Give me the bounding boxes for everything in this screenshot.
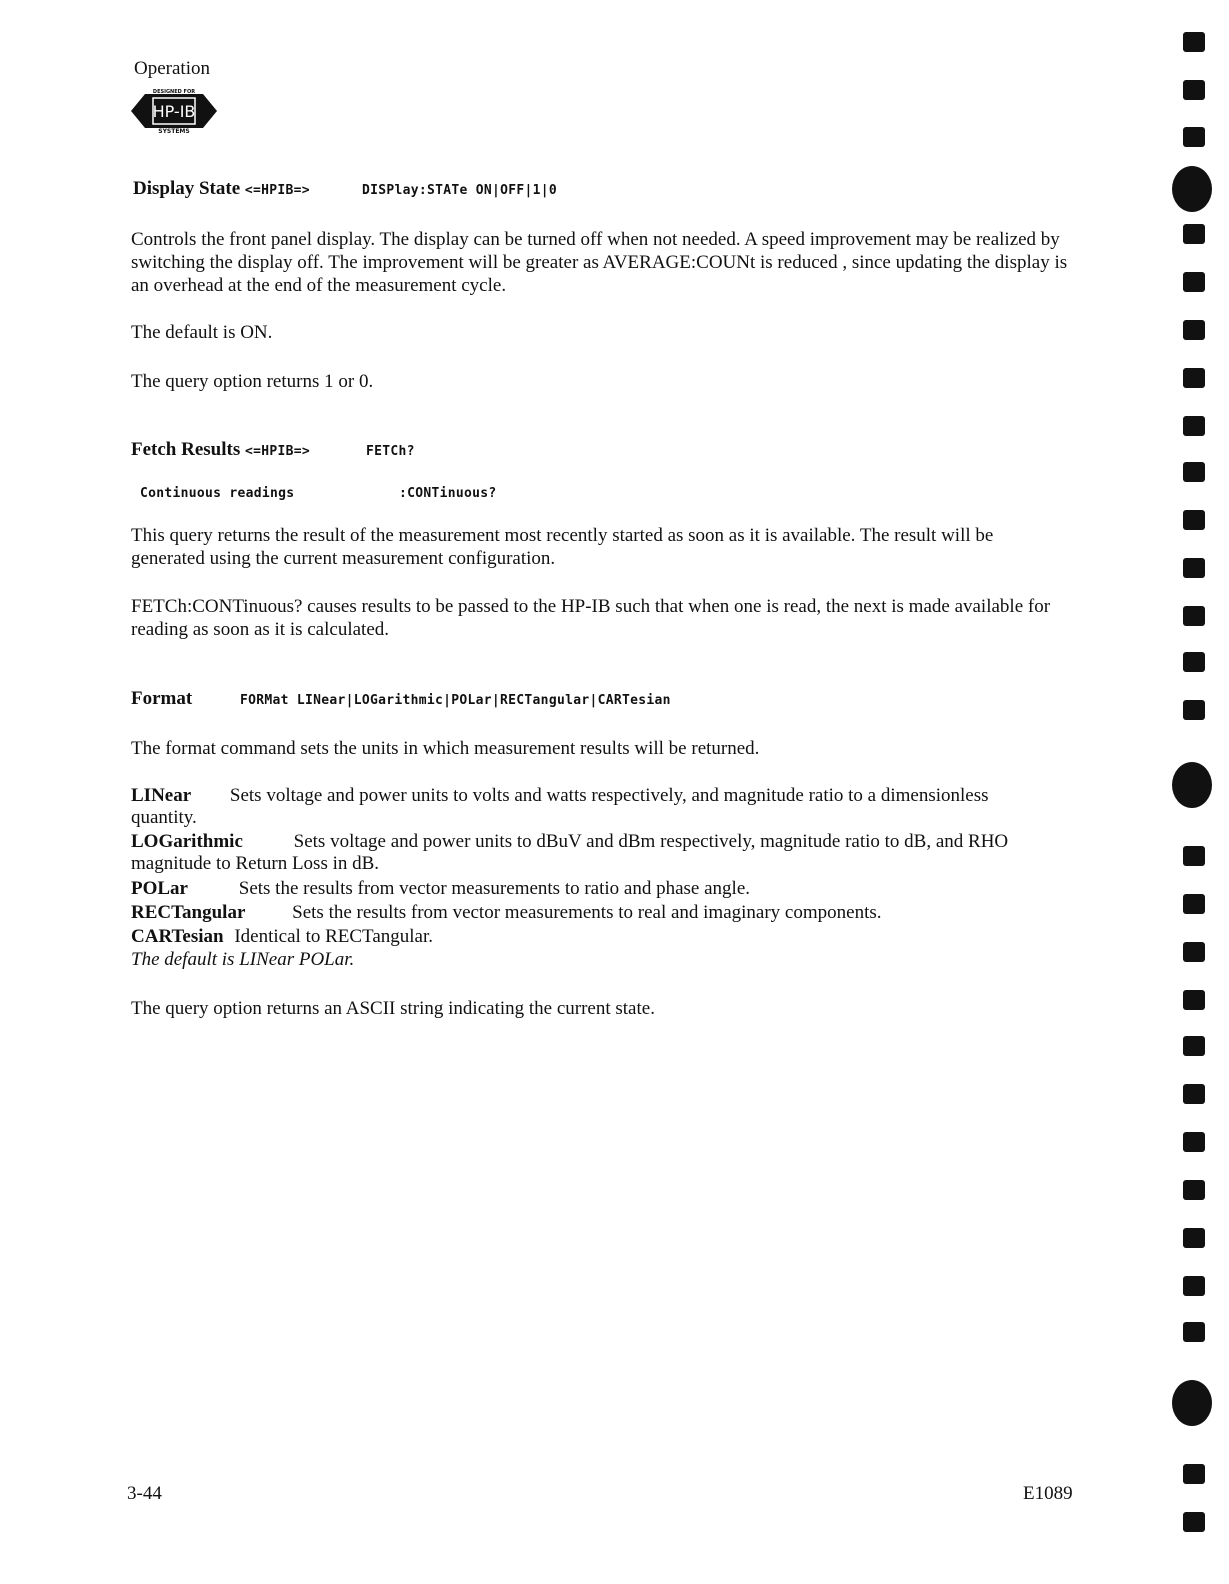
binding-hole <box>1183 1464 1205 1484</box>
option-rectangular-term: RECTangular <box>131 902 246 923</box>
binding-hole <box>1183 510 1205 530</box>
fetch-results-title: Fetch Results <box>131 439 241 460</box>
binding-hole <box>1183 368 1205 388</box>
fetch-results-hpib-tag: <=HPIB=> <box>244 444 310 459</box>
binding-hole <box>1183 1084 1205 1104</box>
display-state-hpib-tag: <=HPIB=> <box>244 183 310 198</box>
binding-hole <box>1183 942 1205 962</box>
binding-hole <box>1183 558 1205 578</box>
logo-bottom-text: SYSTEMS <box>158 128 190 134</box>
option-linear-cont: quantity. <box>131 807 197 828</box>
fetch-continuous-description: FETCh:CONTinuous? causes results to be passed to the HP-IB such that when one is read, the next is made available for reading as soon as it is calculated. <box>131 596 1051 640</box>
binding-hole <box>1183 32 1205 52</box>
fetch-results-heading <box>131 439 310 461</box>
format-heading: Format <box>131 688 193 709</box>
option-linear-term: LINear <box>131 785 192 806</box>
binding-hole <box>1183 1180 1205 1200</box>
format-command: FORMat LINear|LOGarithmic|POLar|RECTangular|CARTesian <box>240 693 671 708</box>
binding-hole <box>1183 80 1205 100</box>
binding-hole <box>1183 606 1205 626</box>
display-state-title: Display State <box>133 178 241 199</box>
binding-hole <box>1183 1036 1205 1056</box>
logo-main-text: HP-IB <box>152 102 196 121</box>
option-logarithmic-cont: magnitude to Return Loss in dB. <box>131 853 380 874</box>
binding-hole <box>1183 272 1205 292</box>
section-title: Operation <box>134 58 210 79</box>
fetch-results-command: FETCh? <box>366 444 415 459</box>
binding-hole <box>1183 990 1205 1010</box>
binding-hole <box>1183 462 1205 482</box>
format-intro: The format command sets the units in which measurement results will be returned. <box>131 738 760 759</box>
binding-hole <box>1183 1132 1205 1152</box>
document-id: E1089 <box>1023 1483 1073 1504</box>
display-state-heading <box>133 178 310 200</box>
binding-hole <box>1183 652 1205 672</box>
binding-hole-large <box>1172 762 1212 808</box>
binding-hole <box>1183 127 1205 147</box>
binding-hole <box>1183 320 1205 340</box>
option-logarithmic-term: LOGarithmic <box>131 831 243 852</box>
option-polar-term: POLar <box>131 878 188 899</box>
binding-hole <box>1183 846 1205 866</box>
option-cartesian <box>131 925 433 948</box>
option-linear <box>131 784 989 807</box>
binding-hole <box>1183 1228 1205 1248</box>
binding-hole-large <box>1172 1380 1212 1426</box>
display-state-query: The query option returns 1 or 0. <box>131 371 374 392</box>
binding-hole-large <box>1172 166 1212 212</box>
option-rectangular-desc: Sets the results from vector measurements to real and imaginary components. <box>292 902 882 923</box>
option-rectangular <box>131 901 882 924</box>
continuous-readings-label: Continuous readings <box>140 486 295 501</box>
option-logarithmic <box>131 830 1008 853</box>
binding-hole <box>1183 1276 1205 1296</box>
display-state-command: DISPlay:STATe ON|OFF|1|0 <box>362 183 558 198</box>
binding-hole <box>1183 700 1205 720</box>
display-state-description: Controls the front panel display. The display can be turned off when not needed. A speed improvement may be realized by switching the display off. The improvement will be greater as AVERAGE:COUNt is reduced , since updating the display is an overhead at the end of the measurement cycle. <box>131 229 1068 296</box>
option-cartesian-desc: Identical to RECTangular. <box>234 926 434 947</box>
page-number: 3-44 <box>127 1483 162 1504</box>
fetch-results-description: This query returns the result of the measurement most recently started as soon as it is available. The result will be generated using the current measurement configuration. <box>131 525 994 569</box>
hp-ib-logo <box>131 88 217 134</box>
format-default-note: The default is LINear POLar. <box>131 949 355 970</box>
option-polar <box>131 877 750 900</box>
option-logarithmic-desc: Sets voltage and power units to dBuV and dBm respectively, magnitude ratio to dB, and RHO <box>293 831 1009 852</box>
binding-hole <box>1183 1322 1205 1342</box>
logo-top-text: DESIGNED FOR <box>152 89 196 95</box>
format-query-note: The query option returns an ASCII string indicating the current state. <box>131 998 655 1019</box>
option-linear-desc: Sets voltage and power units to volts and watts respectively, and magnitude ratio to a dimensionless <box>229 785 989 806</box>
display-state-default: The default is ON. <box>131 322 273 343</box>
option-polar-desc: Sets the results from vector measurements to ratio and phase angle. <box>238 878 751 899</box>
binding-hole <box>1183 894 1205 914</box>
binding-hole <box>1183 416 1205 436</box>
continuous-readings-command: :CONTinuous? <box>399 486 497 501</box>
binding-hole <box>1183 224 1205 244</box>
binding-hole <box>1183 1512 1205 1532</box>
option-cartesian-term: CARTesian <box>131 926 224 947</box>
